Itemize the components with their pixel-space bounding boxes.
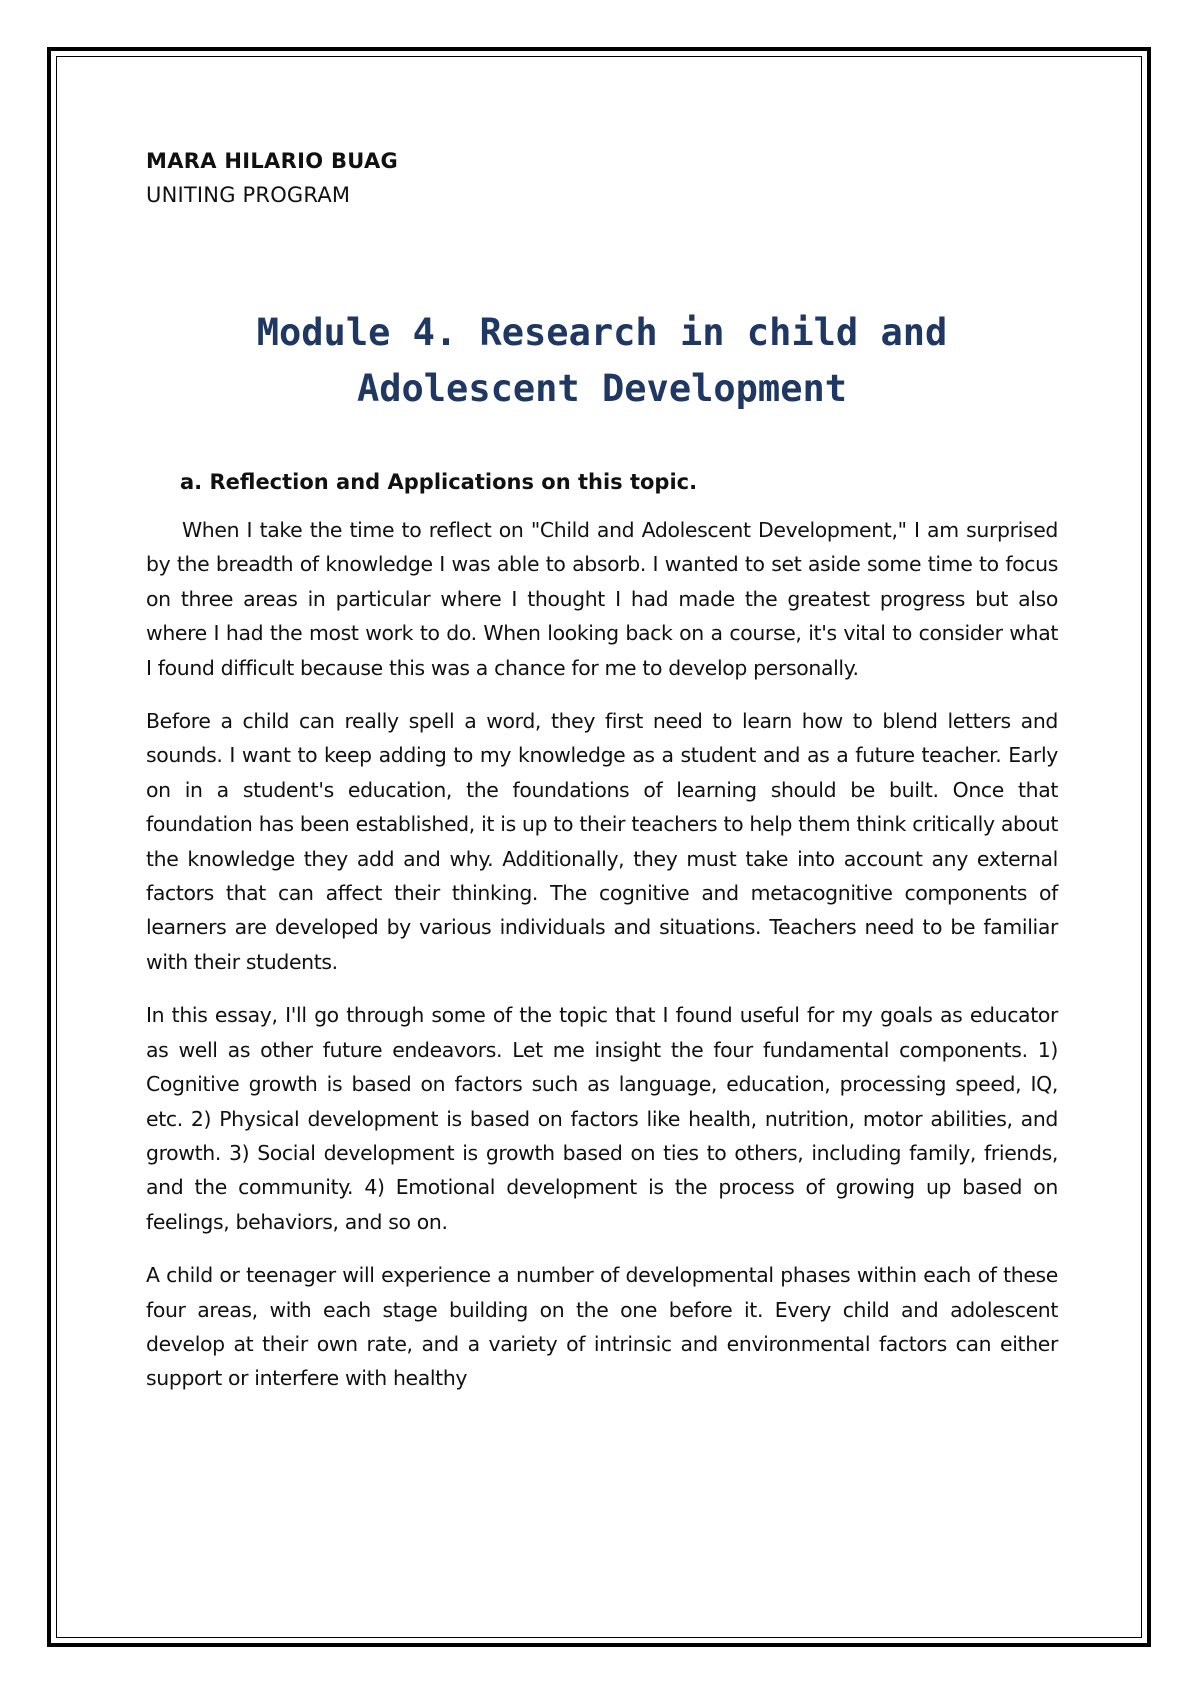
module-title: Module 4. Research in child and Adolescent Development <box>256 311 948 410</box>
author-name: MARA HILARIO BUAG <box>146 149 399 173</box>
paragraph: Before a child can really spell a word, they first need to learn how to blend letters and sounds. I want to keep adding to my knowledge as a student and as a future teacher. Early on in a student's education, the foundations of learning should be built. Once that foundation has been established, it is up to their teachers to help them think critically about the knowledge they add and why. Additionally, they must take into account any external factors that can affect their thinking. The cognitive and metacognitive components of learners are developed by various individuals and situations. Teachers need to be familiar with their students. <box>146 709 1058 974</box>
paragraph: In this essay, I'll go through some of the topic that I found useful for my goals as educator as well as other future endeavors. Let me insight the four fundamental components. 1) Cognitive growth is based on factors such as language, education, processing speed, IQ, etc. 2) Physical development is based on factors like health, nutrition, motor abilities, and growth. 3) Social development is growth based on ties to others, including family, friends, and the community. 4) Emotional development is the process of growing up based on feelings, behaviors, and so on. <box>146 1003 1058 1234</box>
document-body <box>146 146 1058 1396</box>
paragraph: When I take the time to reflect on "Child and Adolescent Development," I am surprised by the breadth of knowledge I was able to absorb. I wanted to set aside some time to focus on three areas in particular where I thought I had made the greatest progress but also where I had the most work to do. When looking back on a course, it's vital to consider what I found difficult because this was a chance for me to develop personally. <box>146 518 1058 680</box>
program-name: UNITING PROGRAM <box>146 183 351 207</box>
paragraph: A child or teenager will experience a number of developmental phases within each of these four areas, with each stage building on the one before it. Every child and adolescent develop at their own rate, and a variety of intrinsic and environmental factors can either support or interfere with healthy <box>146 1263 1058 1391</box>
section-heading: a. Reflection and Applications on this topic. <box>180 470 698 494</box>
